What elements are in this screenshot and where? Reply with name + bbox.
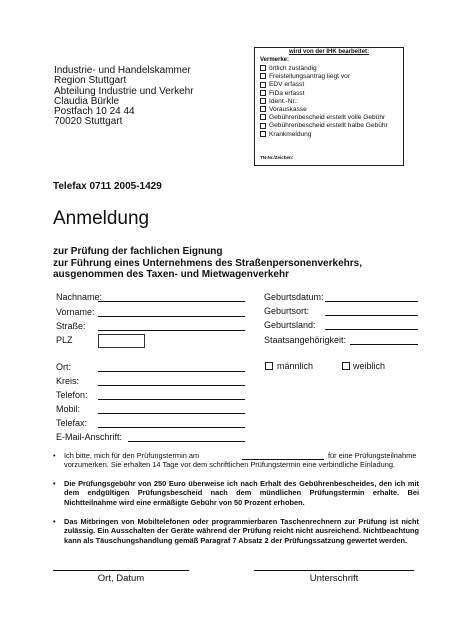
staatsangehoerigkeit-label: Staatsangehörigkeit:	[264, 335, 347, 345]
checkbox-icon[interactable]	[260, 90, 266, 96]
subtitle-line: ausgenommen des Taxen- und Mietwagenverkehr	[53, 269, 289, 280]
telefax-number: Telefax 0711 2005-1429	[53, 181, 162, 192]
geburtsland-label: Geburtsland:	[264, 320, 316, 330]
weiblich-label: weiblich	[353, 361, 386, 371]
strasse-field[interactable]	[98, 330, 245, 331]
vermerk-item	[260, 90, 388, 98]
bullet-gebuehr	[53, 479, 419, 509]
ihk-box-header: wird von der IHK bearbeitet:	[288, 49, 369, 55]
recipient-address	[54, 66, 194, 128]
strasse-label: Straße:	[56, 321, 86, 331]
tn-zeichen-label: TN-Nr./Zeichen:	[260, 155, 294, 160]
vermerk-item	[260, 122, 388, 130]
termin-text-end: für eine Prüfungsteilnahme	[328, 451, 417, 460]
bullet-dot: •	[53, 451, 56, 460]
telefon-label: Telefon:	[56, 390, 88, 400]
checkbox-icon[interactable]	[260, 82, 266, 88]
vermerke-label: Vermerke:	[260, 57, 290, 63]
termin-text-line2: vorzumerken. Sie erhalten 14 Tage vor dem schriftlichen Prüfungstermin eine verbindliche Einladung.	[64, 460, 395, 470]
maennlich-label: männlich	[277, 361, 314, 371]
geburtsort-field[interactable]	[325, 315, 418, 316]
geburtsdatum-label: Geburtsdatum:	[264, 292, 324, 302]
vorname-label: Vorname:	[56, 307, 95, 317]
geburtsland-field[interactable]	[325, 329, 418, 330]
address-line: Claudia Bürkle	[54, 95, 120, 107]
maennlich-checkbox[interactable]	[265, 362, 273, 370]
vermerk-item	[260, 65, 388, 73]
checkbox-icon[interactable]	[260, 131, 266, 137]
kreis-label: Kreis:	[56, 376, 80, 386]
telefax-label: Telefax:	[56, 418, 88, 428]
weiblich-checkbox[interactable]	[342, 362, 350, 370]
nachname-label: Nachname:	[56, 292, 103, 302]
bullet-dot: •	[53, 479, 56, 488]
staatsangehoerigkeit-field[interactable]	[350, 344, 418, 345]
telefax-field[interactable]	[98, 427, 245, 428]
vermerk-item	[260, 73, 388, 81]
ort-datum-label: Ort, Datum	[97, 573, 145, 584]
bullet-dot: •	[53, 517, 56, 526]
mobil-label: Mobil:	[56, 404, 81, 414]
vermerk-label: Gebührenbescheid erstellt halbe Gebühr	[269, 122, 388, 130]
vermerk-item	[260, 131, 388, 139]
subtitle-line: zur Prüfung der fachlichen Eignung	[53, 246, 223, 257]
address-line: Abteilung Industrie und Verkehr	[54, 85, 194, 97]
subtitle-line: zur Führung eines Unternehmens des Straßenpersonenverkehrs,	[53, 257, 362, 269]
checkbox-icon[interactable]	[260, 98, 266, 104]
unterschrift-label: Unterschrift	[309, 573, 359, 584]
page-subtitle	[53, 246, 362, 281]
bullet-mobiltelefon	[53, 517, 419, 557]
bullet-text	[64, 451, 419, 470]
vermerk-label: Ident.-Nr.:	[269, 97, 298, 105]
nachname-field[interactable]	[98, 301, 245, 302]
page-title: Anmeldung	[53, 208, 150, 229]
telefon-field[interactable]	[98, 399, 245, 400]
vermerk-label: EDV erfasst	[269, 81, 305, 89]
termin-date-field[interactable]	[242, 459, 324, 460]
checkbox-icon[interactable]	[260, 114, 266, 120]
vermerk-item	[260, 81, 388, 89]
vermerk-item	[260, 114, 388, 122]
vermerk-label: örtlich zuständig	[269, 65, 317, 72]
address-line: Postfach 10 24 44	[54, 106, 135, 118]
vermerk-label: Krankmeldung	[269, 130, 312, 138]
vermerk-label: Gebührenbescheid erstellt volle Gebühr	[269, 114, 386, 122]
bullet-line	[64, 451, 419, 460]
geburtsdatum-field[interactable]	[325, 301, 418, 302]
ort-field[interactable]	[98, 371, 245, 372]
vorname-field[interactable]	[98, 316, 245, 317]
plz-label: PLZ	[56, 335, 73, 345]
ort-label: Ort:	[56, 362, 71, 372]
vermerk-item	[260, 98, 388, 106]
gebuehr-text: Die Prüfungsgebühr von 250 Euro überweise ich nach Erhalt des Gebührenbescheides, den ich mit dem endgültigen Prüfungsbescheid nach dem mündlichen Prüfungstermin erhalte. Bei Nichtteilnahme wird eine ermäßigte Gebühr von 50 Prozent erhoben.	[64, 479, 419, 507]
mobil-field[interactable]	[98, 413, 245, 414]
bullet-termin	[53, 451, 419, 471]
termin-text-start: Ich bitte, mich für den Prüfungstermin am	[64, 451, 200, 460]
address-line: Region Stuttgart	[54, 75, 127, 87]
unterschrift-line[interactable]	[254, 570, 414, 571]
plz-input[interactable]	[98, 334, 145, 348]
vermerk-item	[260, 106, 388, 114]
checkbox-icon[interactable]	[260, 65, 266, 71]
kreis-field[interactable]	[98, 385, 245, 386]
vermerk-label: Vorauskasse	[269, 106, 307, 114]
checkbox-icon[interactable]	[260, 123, 266, 129]
checkbox-icon[interactable]	[260, 73, 266, 79]
email-field[interactable]	[128, 441, 245, 442]
mobiltelefon-text: Das Mitbringen von Mobiltelefonen oder programmierbaren Taschenrechnern zur Prüfung ist nicht zulässig. Ein Ausschalten der Geräte während der Prüfung reicht nicht ausreichend. Nichtbeachtung kann als Täuschungshandlung gemäß Paragraf 7 Absatz 2 der Prüfungssatzung gewertet werden.	[64, 517, 419, 545]
ihk-office-box	[254, 47, 404, 166]
email-label: E-Mail-Anschrift:	[56, 432, 123, 442]
address-line: Industrie- und Handelskammer	[54, 65, 191, 76]
vermerk-label: Freistellungsantrag liegt vor	[269, 73, 350, 81]
ort-datum-line[interactable]	[53, 570, 189, 571]
checkbox-icon[interactable]	[260, 106, 266, 112]
address-line: 70020 Stuttgart	[54, 116, 123, 128]
vermerke-list	[260, 65, 388, 139]
vermerk-label: FiDa erfasst	[269, 89, 305, 97]
geburtsort-label: Geburtsort:	[264, 306, 310, 316]
